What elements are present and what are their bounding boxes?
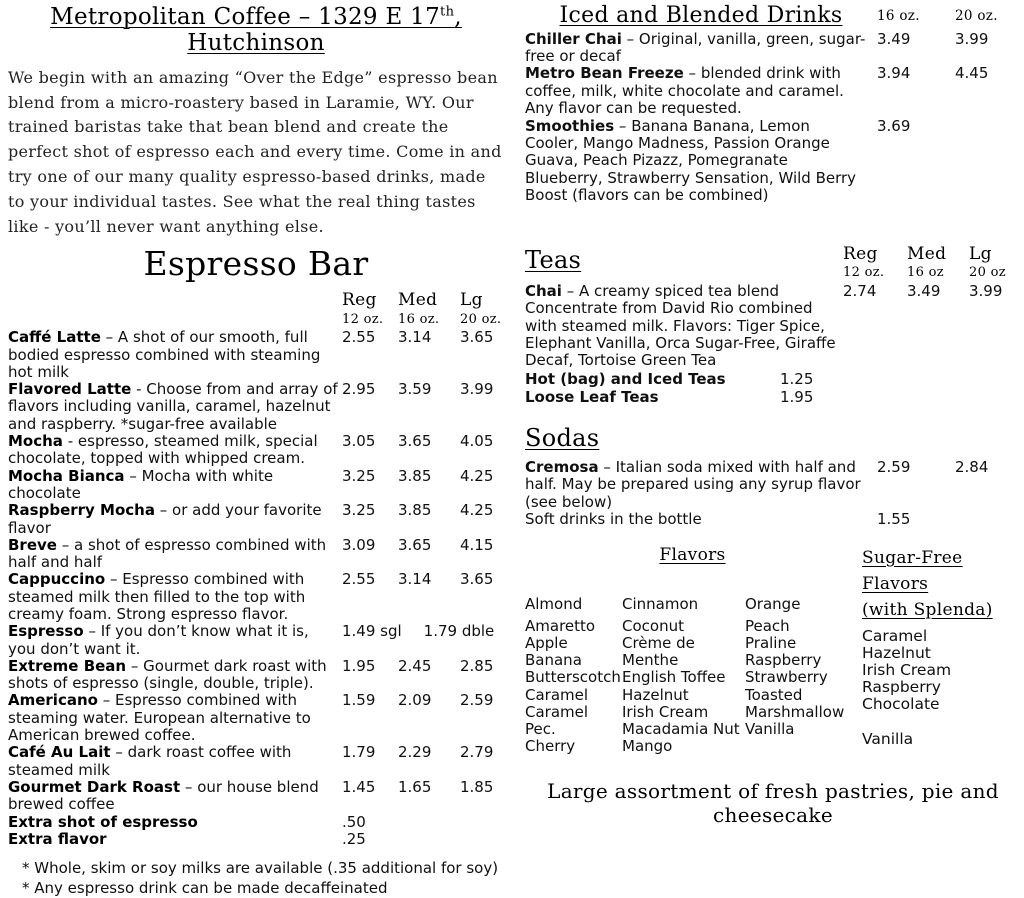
price-lg: 3.65	[460, 328, 494, 347]
flavors-column-1	[525, 596, 622, 756]
item-name: Metro Bean Freeze	[525, 64, 684, 83]
price-med: 3.65	[398, 535, 432, 554]
price-med: 3.14	[398, 328, 432, 347]
price-reg: .50	[342, 812, 366, 831]
price-16oz: 3.69	[877, 116, 911, 135]
price-20oz: 2.84	[955, 457, 989, 476]
menu-item-row	[525, 65, 1021, 117]
menu-item-row	[8, 381, 504, 433]
price-reg: 2.55	[342, 328, 376, 347]
menu-item-row	[525, 388, 1021, 407]
menu-item-row	[8, 692, 504, 744]
page-title	[8, 4, 504, 57]
flavor-item: Banana	[525, 651, 582, 670]
flavor-item: Cinnamon	[622, 594, 699, 613]
col-med-label: Med	[398, 290, 438, 311]
price-16oz: 2.59	[877, 457, 911, 476]
col-lg-size: 20 oz.	[460, 311, 502, 327]
menu-item-row	[8, 468, 504, 503]
price-lg: 3.99	[969, 281, 1003, 300]
menu-item-row	[8, 571, 504, 623]
price-reg: 1.59	[342, 691, 376, 710]
espresso-price-columns	[8, 291, 504, 329]
iced-size-16oz: 16 oz.	[877, 8, 920, 24]
sugar-free-heading-line2: Flavors	[862, 573, 929, 594]
flavor-item: Crème de Menthe	[622, 633, 695, 670]
price-reg: 2.55	[342, 570, 376, 589]
sugar-free-item: Caramel	[862, 626, 928, 645]
price-reg: 2.74	[843, 281, 877, 300]
item-desc: – dark roast coffee with steamed milk	[8, 743, 292, 779]
col-med-label: Med	[907, 243, 947, 264]
menu-item-row	[525, 370, 1021, 389]
price-lg: 1.85	[460, 777, 494, 796]
flavor-item: Cherry	[525, 737, 576, 756]
col-med-size: 16 oz	[907, 265, 944, 281]
menu-item-row	[525, 31, 1021, 66]
item-name: Café Au Lait	[8, 743, 111, 762]
price-16oz: 3.49	[877, 29, 911, 48]
price-reg: 3.05	[342, 432, 376, 451]
flavors-column-2	[622, 596, 745, 756]
price-reg: 1.45	[342, 777, 376, 796]
flavor-item: Caramel Pec.	[525, 702, 589, 738]
item-name: Chai	[525, 281, 562, 300]
col-lg-label: Lg	[969, 243, 992, 264]
sugar-free-item: Vanilla	[862, 729, 914, 748]
price-16oz: 3.94	[877, 64, 911, 83]
left-column	[8, 4, 504, 898]
item-desc: – If you don’t know what it is, you don’t want it.	[8, 622, 309, 658]
sugar-free-item: Chocolate	[862, 695, 940, 714]
menu-item-row	[525, 283, 1021, 370]
teas-heading: Teas	[525, 245, 582, 274]
item-name: Breve	[8, 535, 57, 554]
price-med: 3.85	[398, 501, 432, 520]
item-desc: – Espresso combined with steaming water. European alternative to American brewed coffee.	[8, 691, 311, 745]
flavor-item: Macadamia Nut	[622, 719, 740, 738]
title-text: Metropolitan Coffee – 1329 E 17	[50, 4, 441, 30]
item-desc: – A shot of our smooth, full bodied espresso combined with steaming hot milk	[8, 328, 321, 381]
sugar-free-list	[862, 545, 1020, 748]
item-desc: – A creamy spiced tea blend Concentrate from David Rio combined with steamed milk. Flavors: Tiger Spice, Elephant Vanilla, Orca Sugar-Free, Giraffe Decaf, Tortoise Green Tea	[525, 281, 836, 370]
menu-item-row	[8, 329, 504, 381]
col-reg-size: 12 oz.	[843, 265, 885, 281]
item-desc: – Mocha with white chocolate	[8, 466, 274, 502]
item-price: 1.25	[780, 369, 814, 388]
price-med: 2.09	[398, 691, 432, 710]
espresso-bar-heading: Espresso Bar	[143, 244, 369, 284]
sugar-free-item: Hazelnut	[862, 643, 931, 662]
menu-item-row	[8, 814, 504, 831]
flavor-item: English Toffee	[622, 668, 726, 687]
item-name: Cremosa	[525, 457, 599, 476]
iced-item-list	[525, 31, 1021, 205]
col-reg-size: 12 oz.	[342, 311, 384, 327]
col-reg-label: Reg	[843, 243, 878, 264]
sodas-heading: Sodas	[525, 423, 600, 452]
menu-item-row	[525, 511, 1021, 528]
flavor-item: Orange	[745, 594, 801, 613]
sugar-free-item: Irish Cream	[862, 660, 952, 679]
item-name: Extra flavor	[8, 829, 107, 848]
price-reg: 1.79	[342, 743, 376, 762]
item-price: 1.95	[780, 388, 814, 407]
item-name: Soft drinks in the bottle	[525, 510, 702, 529]
item-desc: – Original, vanilla, green, sugar-free or decaf	[525, 29, 866, 65]
flavors-section	[525, 545, 1021, 756]
iced-blended-header	[525, 2, 1021, 31]
flavor-item: Amaretto	[525, 616, 596, 635]
item-name: Extra shot of espresso	[8, 812, 198, 831]
menu-item-row-espresso	[8, 623, 504, 658]
col-reg-label: Reg	[342, 290, 377, 311]
item-name: Smoothies	[525, 116, 615, 135]
item-price: 1.55	[877, 510, 911, 529]
price-med: 2.29	[398, 743, 432, 762]
price-reg: 3.09	[342, 535, 376, 554]
price-lg: 4.25	[460, 466, 494, 485]
flavor-item: Vanilla	[745, 719, 795, 738]
flavor-item: Apple	[525, 633, 568, 652]
item-desc: – our house blend brewed coffee	[8, 777, 319, 814]
right-column	[525, 2, 1021, 827]
item-desc: – or add your favorite flavor	[8, 501, 322, 537]
menu-item-row	[8, 831, 504, 848]
col-lg-size: 20 oz	[969, 265, 1006, 281]
sodas-section	[525, 423, 1021, 529]
price-double: 1.79 dble	[423, 622, 495, 641]
price-lg: 2.85	[460, 656, 494, 675]
flavor-item: Hazelnut	[622, 685, 689, 704]
item-desc: – Banana Banana, Lemon Cooler, Mango Madness, Passion Orange Guava, Peach Pizazz, Pomegranate Blueberry, Strawberry Sensation, Wild Berry Boost (flavors can be combined)	[525, 116, 857, 205]
item-name: Cappuccino	[8, 570, 106, 589]
menu-item-row	[8, 537, 504, 572]
price-reg: 3.25	[342, 501, 376, 520]
flavors-heading: Flavors	[659, 544, 726, 565]
flavor-item: Praline	[745, 633, 797, 652]
price-reg: 1.95	[342, 656, 376, 675]
price-med: 3.85	[398, 466, 432, 485]
flavor-item: Coconut	[622, 616, 684, 635]
iced-size-20oz: 20 oz.	[955, 8, 998, 24]
menu-item-row	[8, 779, 504, 814]
menu-item-row	[8, 502, 504, 537]
price-lg: 4.05	[460, 432, 494, 451]
menu-item-row	[525, 459, 1021, 511]
menu-item-row	[8, 658, 504, 693]
menu-item-row	[8, 433, 504, 468]
item-desc: – Italian soda mixed with half and half. May be prepared using any syrup flavor (see below)	[525, 457, 861, 511]
title-superscript: th	[440, 4, 455, 20]
flavors-column-3	[745, 596, 857, 756]
item-name: Mocha Bianca	[8, 466, 125, 485]
flavor-item: Irish Cream	[622, 702, 709, 721]
price-med: 3.49	[907, 281, 941, 300]
flavors-list	[525, 545, 860, 756]
espresso-item-list	[8, 329, 504, 848]
item-desc: – Gourmet dark roast with shots of espresso (single, double, triple).	[8, 656, 327, 693]
item-desc: – a shot of espresso combined with half and half	[8, 535, 327, 572]
col-med-size: 16 oz.	[398, 311, 440, 327]
footnote: * Any espresso drink can be made decaffeinated	[22, 878, 388, 897]
flavor-item: Butterscotch	[525, 668, 621, 687]
item-name: Extreme Bean	[8, 656, 127, 675]
teas-header	[525, 245, 1021, 283]
price-lg: 3.99	[460, 380, 494, 399]
item-name: Gourmet Dark Roast	[8, 777, 181, 796]
flavor-item: Peach	[745, 616, 790, 635]
flavor-item: Caramel	[525, 685, 589, 704]
price-med: 1.65	[398, 777, 432, 796]
flavor-item: Mango	[622, 737, 673, 756]
col-lg-label: Lg	[460, 290, 483, 311]
item-desc: – blended drink with coffee, milk, white chocolate and caramel. Any flavor can be requested.	[525, 64, 844, 118]
footnotes	[8, 859, 504, 898]
price-reg: .25	[342, 829, 366, 848]
intro-paragraph: We begin with an amazing “Over the Edge” espresso bean blend from a micro-roastery based in Laramie, WY. Our trained baristas take that bean blend and create the perfect shot of espresso each and every time. Come in and try one of our many quality espresso-based drinks, made to your individual tastes. See what the real thing tastes like - you’ll never want anything else.	[8, 67, 502, 236]
item-name: Chiller Chai	[525, 29, 622, 48]
pastries-note: Large assortment of fresh pastries, pie and cheesecake	[547, 779, 999, 828]
flavor-item: Toasted	[745, 685, 803, 704]
flavor-item: Marshmallow	[745, 702, 845, 721]
sugar-free-item: Raspberry	[862, 678, 941, 697]
footnote: * Whole, skim or soy milks are available (.35 additional for soy)	[22, 859, 499, 878]
iced-blended-heading: Iced and Blended Drinks	[559, 3, 843, 28]
flavor-item: Raspberry	[745, 651, 822, 670]
price-lg: 2.79	[460, 743, 494, 762]
price-single: 1.49 sgl	[342, 622, 402, 641]
price-20oz: 3.99	[955, 29, 989, 48]
title-city: , Hutchinson	[187, 4, 462, 57]
item-name: Mocha	[8, 432, 63, 451]
item-name: Flavored Latte	[8, 380, 132, 399]
price-med: 2.45	[398, 656, 432, 675]
price-reg: 3.25	[342, 466, 376, 485]
price-med: 3.65	[398, 432, 432, 451]
price-med: 3.59	[398, 380, 432, 399]
item-name: Caffé Latte	[8, 328, 101, 347]
item-name: Loose Leaf Teas	[525, 388, 659, 407]
sugar-free-item	[862, 714, 1020, 731]
item-desc: – Espresso combined with steamed milk then filled to the top with creamy foam. Strong espresso flavor.	[8, 570, 306, 623]
sugar-free-heading-line3: (with Splenda)	[862, 599, 993, 620]
flavor-item: Strawberry	[745, 668, 828, 687]
item-desc: - espresso, steamed milk, special chocolate, topped with whipped cream.	[8, 432, 318, 468]
price-20oz: 4.45	[955, 64, 989, 83]
item-name: Hot (bag) and Iced Teas	[525, 369, 726, 388]
price-lg: 3.65	[460, 570, 494, 589]
menu-item-row	[8, 744, 504, 779]
item-name: Espresso	[8, 622, 84, 641]
price-reg: 2.95	[342, 380, 376, 399]
sugar-free-heading-line1: Sugar-Free	[862, 547, 963, 568]
price-lg: 4.15	[460, 535, 494, 554]
menu-item-row	[525, 118, 1021, 205]
teas-section	[525, 245, 1021, 407]
item-name: Raspberry Mocha	[8, 501, 155, 520]
item-name: Americano	[8, 691, 98, 710]
price-lg: 4.25	[460, 501, 494, 520]
flavor-item: Almond	[525, 594, 583, 613]
item-desc: - Choose from and array of flavors including vanilla, caramel, hazelnut and raspberry. *sugar-free available	[8, 380, 338, 433]
price-med: 3.14	[398, 570, 432, 589]
price-lg: 2.59	[460, 691, 494, 710]
